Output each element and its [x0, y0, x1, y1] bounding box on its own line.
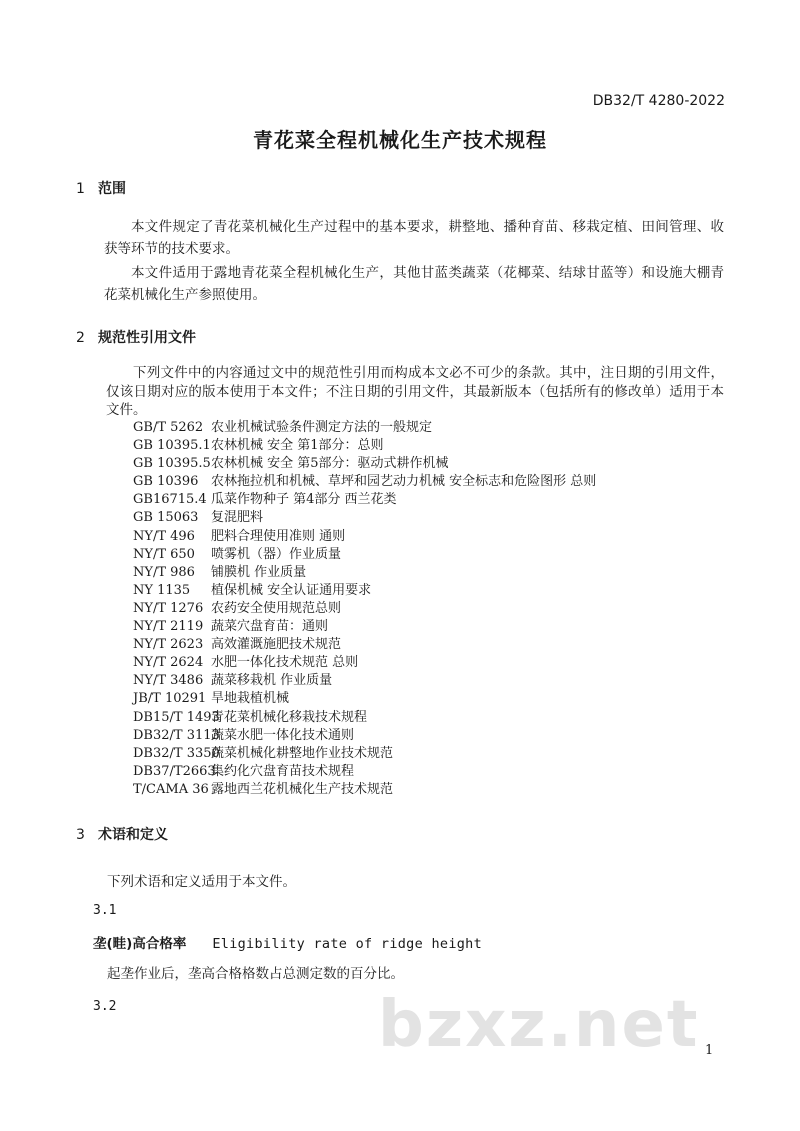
reference-code: T/CAMA 36 — [133, 781, 209, 797]
reference-item — [133, 582, 596, 600]
reference-list — [133, 419, 596, 799]
section-heading-scope — [76, 178, 126, 198]
reference-title: 青花菜机械化移栽技术规程 — [211, 709, 368, 725]
reference-code: DB37/T2663 — [133, 763, 216, 779]
reference-item — [133, 437, 596, 455]
reference-code: NY/T 1276 — [133, 600, 204, 616]
reference-item — [133, 564, 596, 582]
document-title: 青花菜全程机械化生产技术规程 — [253, 128, 547, 152]
reference-item — [133, 727, 596, 745]
term-number: 3.1 — [93, 903, 117, 918]
section-heading-terms — [76, 824, 168, 844]
reference-code: GB 10396 — [133, 474, 199, 490]
reference-item — [133, 618, 596, 636]
reference-code: DB32/T 3113 — [133, 727, 220, 743]
section-heading-normative-references — [76, 327, 196, 347]
section-number: 1 — [76, 181, 85, 197]
reference-title: 农药安全使用规范总则 — [211, 600, 342, 616]
reference-item — [133, 672, 596, 690]
reference-code: DB32/T 3350 — [133, 745, 220, 761]
reference-title: 肥料合理使用准则 通则 — [211, 528, 346, 544]
section-number: 2 — [76, 330, 85, 346]
reference-title: 旱地栽植机械 — [211, 691, 290, 707]
reference-title: 蔬菜移栽机 作业质量 — [211, 673, 333, 689]
reference-item — [133, 636, 596, 654]
reference-code: NY/T 986 — [133, 564, 195, 580]
reference-title: 植保机械 安全认证通用要求 — [211, 582, 372, 598]
term-entry — [93, 932, 482, 952]
reference-item — [133, 473, 596, 491]
reference-code: NY/T 2624 — [133, 655, 204, 671]
terms-intro: 下列术语和定义适用于本文件。 — [107, 874, 296, 890]
reference-item — [133, 455, 596, 473]
reference-title: 农业机械试验条件测定方法的一般规定 — [211, 420, 433, 435]
reference-title: 蔬菜机械化耕整地作业技术规范 — [211, 745, 394, 761]
reference-title: 蔬菜穴盘育苗：通则 — [211, 619, 329, 635]
scope-paragraph-1: 本文件规定了青花菜机械化生产过程中的基本要求，耕整地、播种育苗、移栽定植、田间管理、收获等环节的技术要求。 — [104, 219, 724, 257]
term-definition: 起垄作业后，垄高合格格数占总测定数的百分比。 — [107, 966, 404, 982]
reference-title: 高效灌溉施肥技术规范 — [211, 637, 342, 653]
reference-item — [133, 781, 596, 799]
reference-title: 瓜菜作物种子 第4部分 西兰花类 — [211, 492, 397, 508]
reference-title: 复混肥料 — [211, 510, 264, 526]
reference-code: NY/T 650 — [133, 546, 195, 562]
reference-title: 蔬菜水肥一体化技术通则 — [211, 727, 355, 743]
reference-code: GB16715.4 — [133, 492, 207, 508]
reference-item — [133, 600, 596, 618]
reference-title: 农林拖拉机和机械、草坪和园艺动力机械 安全标志和危险图形 总则 — [211, 474, 597, 490]
reference-title: 水肥一体化技术规范 总则 — [211, 655, 359, 671]
reference-item — [133, 419, 596, 437]
reference-item — [133, 528, 596, 546]
reference-item — [133, 709, 596, 727]
reference-item — [133, 745, 596, 763]
reference-code: GB/T 5262 — [133, 420, 204, 435]
term-english: Eligibility rate of ridge height — [212, 936, 483, 952]
term-number: 3.2 — [93, 999, 117, 1014]
reference-code: NY/T 2623 — [133, 637, 204, 653]
reference-title: 农林机械 安全 第1部分：总则 — [211, 438, 384, 454]
reference-code: GB 15063 — [133, 510, 199, 526]
scope-paragraph-2: 本文件适用于露地青花菜全程机械化生产，其他甘蓝类蔬菜（花椰菜、结球甘蓝等）和设施大棚青花菜机械化生产参照使用。 — [104, 265, 724, 303]
standard-code: DB32/T 4280-2022 — [592, 93, 725, 109]
reference-title: 农林机械 安全 第5部分：驱动式耕作机械 — [211, 456, 449, 472]
reference-item — [133, 690, 596, 708]
reference-item — [133, 509, 596, 527]
section-title: 术语和定义 — [98, 827, 168, 843]
reference-title: 铺膜机 作业质量 — [211, 564, 307, 580]
reference-item — [133, 763, 596, 781]
reference-code: NY/T 496 — [133, 528, 195, 544]
reference-item — [133, 491, 596, 509]
normative-intro-paragraph: 下列文件中的内容通过文中的规范性引用而构成本文必不可少的条款。其中，注日期的引用文件，仅该日期对应的版本使用于本文件；不注日期的引用文件，其最新版本（包括所有的修改单）适用于本文件。 — [106, 365, 724, 418]
reference-code: DB15/T 1493 — [133, 709, 220, 725]
term-chinese: 垄(畦)高合格率 — [93, 936, 187, 952]
section-title: 范围 — [98, 181, 126, 197]
reference-code: GB 10395.1 — [133, 438, 211, 454]
reference-code: JB/T 10291 — [133, 691, 207, 707]
section-title: 规范性引用文件 — [98, 330, 196, 346]
section-number: 3 — [76, 827, 85, 843]
reference-title: 喷雾机（器）作业质量 — [211, 546, 342, 562]
reference-title: 集约化穴盘育苗技术规程 — [211, 763, 355, 779]
reference-code: NY/T 3486 — [133, 673, 204, 689]
reference-code: NY 1135 — [133, 582, 191, 598]
reference-code: GB 10395.5 — [133, 456, 211, 472]
page-number: 1 — [705, 1043, 714, 1058]
watermark-logo: bzxz.net — [378, 988, 700, 1062]
reference-item — [133, 546, 596, 564]
reference-item — [133, 654, 596, 672]
reference-title: 露地西兰花机械化生产技术规范 — [211, 781, 394, 797]
reference-code: NY/T 2119 — [133, 619, 204, 635]
